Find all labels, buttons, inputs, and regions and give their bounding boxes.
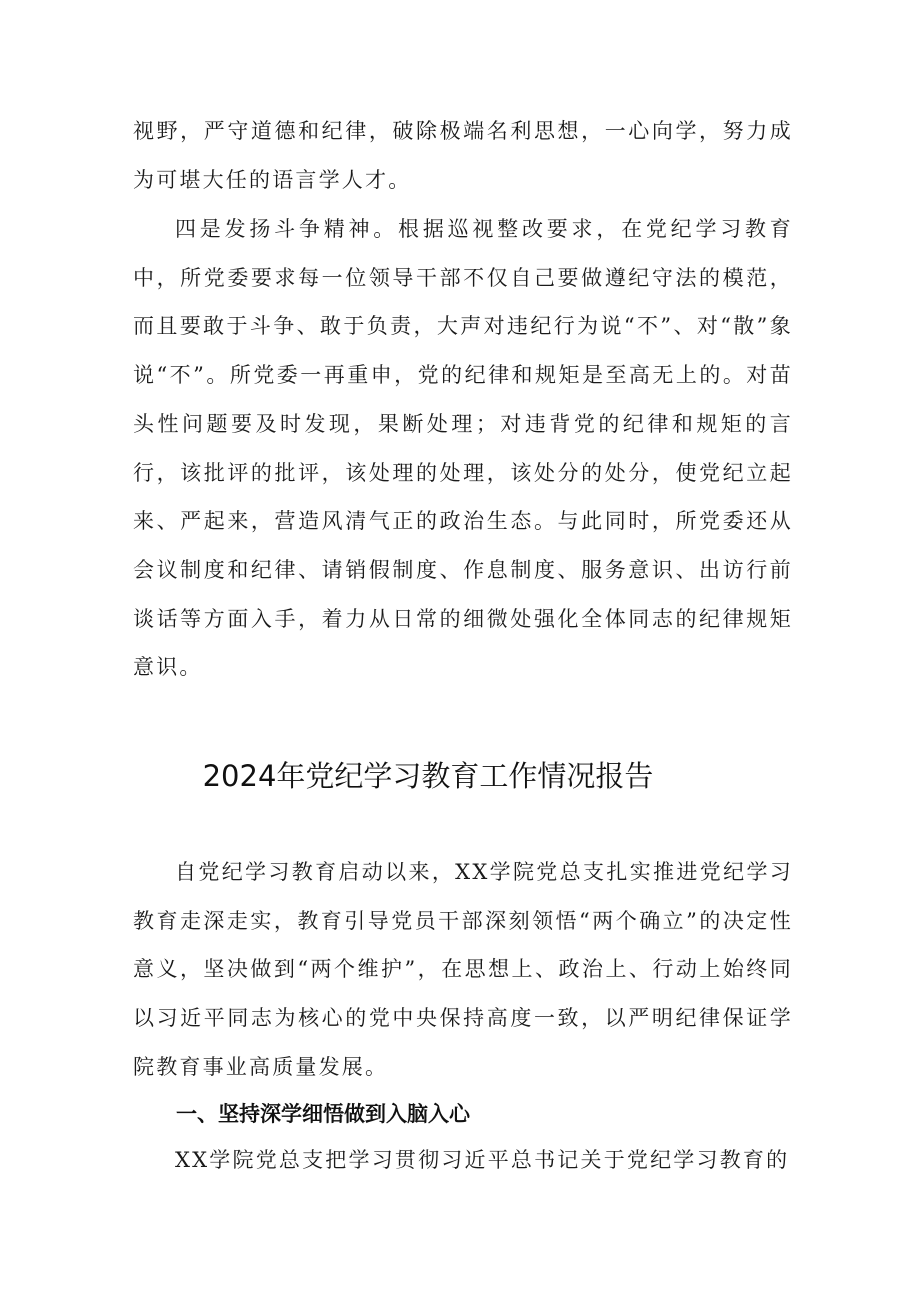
continuation-paragraph: 视野，严守道德和纪律，破除极端名利思想，一心向学，努力成为可堪大任的语言学人才。: [133, 119, 793, 192]
report-title: 2024年党纪学习教育工作情况报告: [202, 759, 654, 793]
paragraph-fight-spirit: 四是发扬斗争精神。根据巡视整改要求，在党纪学习教育中，所党委要求每一位领导干部不仅自己要做遵纪守法的模范，而且要敢于斗争、敢于负责，大声对违纪行为说“不”、对“散”象说“不”。所党委一再重申，党的纪律和规矩是至高无上的。对苗头性问题要及时发现，果断处理；对违背党的纪律和规矩的言行，该批评的批评，该处理的处理，该处分的处分，使党纪立起来、严起来，营造风清气正的政治生态。与此同时，所党委还从会议制度和纪律、请销假制度、作息制度、服务意识、出访行前谈话等方面入手，着力从日常的细微处强化全体同志的纪律规矩意识。: [133, 217, 793, 680]
section-one-heading: 一、坚持深学细悟做到入脑入心: [176, 1102, 470, 1126]
intro-paragraph: 自党纪学习教育启动以来，XX学院党总支扎实推进党纪学习教育走深走实，教育引导党员干部深刻领悟“两个确立”的决定性意义，坚决做到“两个维护”，在思想上、政治上、行动上始终同以习近平同志为核心的党中央保持高度一致，以严明纪律保证学院教育事业高质量发展。: [133, 860, 793, 1079]
section-one-paragraph: XX学院党总支把学习贯彻习近平总书记关于党纪学习教育的: [175, 1148, 790, 1172]
